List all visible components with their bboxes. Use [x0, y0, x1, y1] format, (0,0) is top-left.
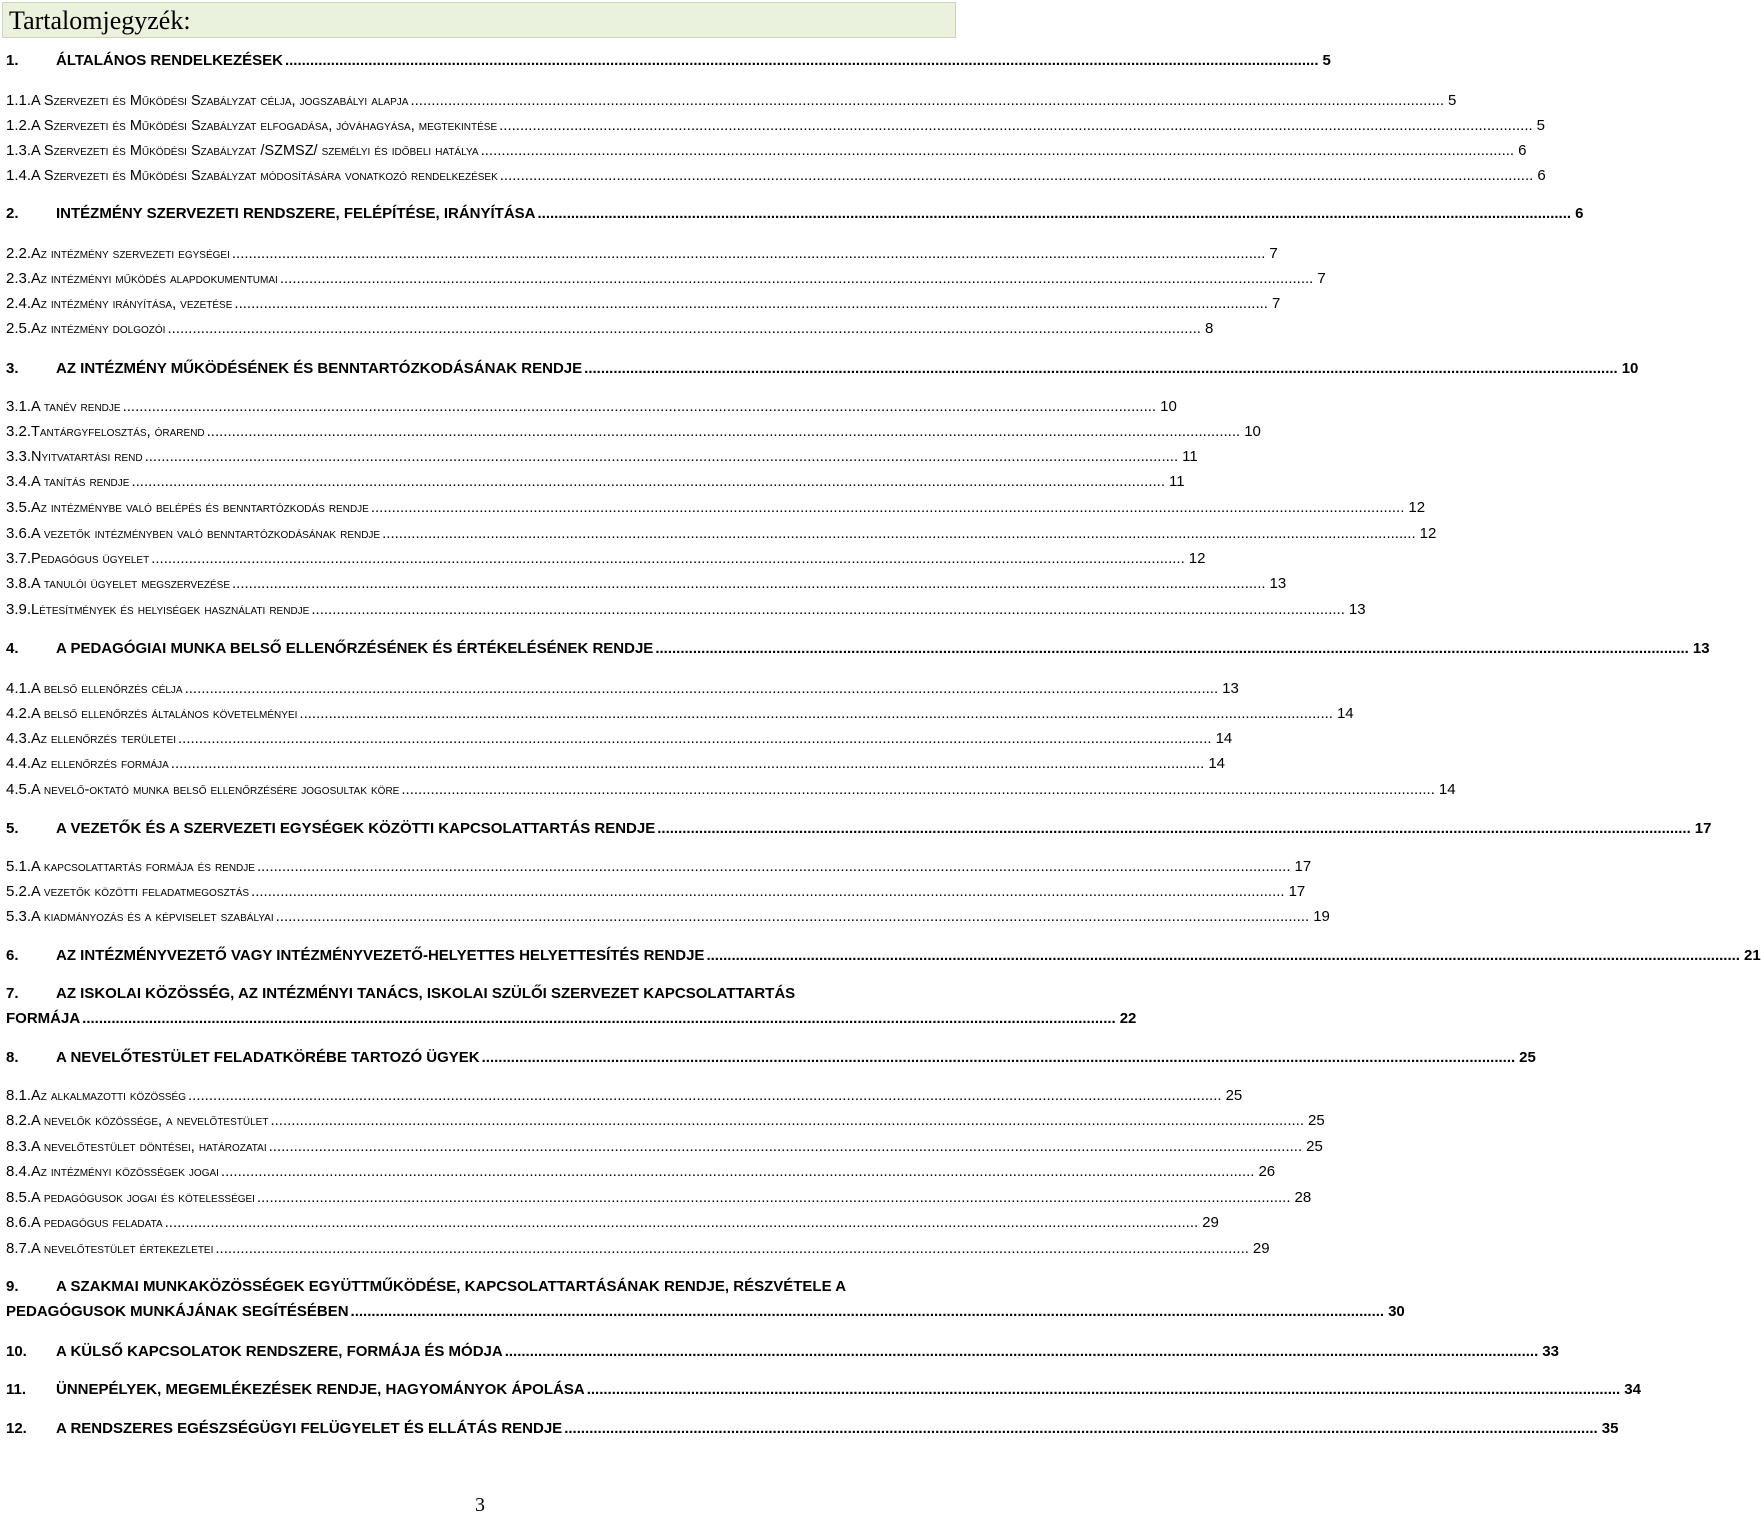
dot-leader — [280, 270, 1314, 288]
entry-number: 8.7. — [6, 1240, 32, 1257]
entry-page-number: 7 — [1269, 245, 1278, 262]
entry-number: 3.5. — [6, 499, 32, 516]
toc-section-entry[interactable] — [6, 473, 1185, 491]
entry-number: 5. — [6, 820, 19, 837]
dot-leader — [82, 1010, 1116, 1028]
entry-number: 3.7. — [6, 550, 32, 567]
toc-section-entry[interactable] — [6, 92, 1457, 110]
entry-number: 1.2. — [6, 117, 32, 134]
dot-leader — [706, 947, 1740, 965]
dot-leader — [270, 1112, 1304, 1130]
entry-label: A nevelő-oktató munka belső ellenőrzésére jogosultak köre — [31, 782, 400, 798]
dot-leader — [276, 908, 1310, 926]
entry-label: A kapcsolattartás formája és rendje — [31, 859, 255, 875]
entry-label: A Szervezeti és Működési Szabályzat elfogadása, jóváhagyása, megtekintése — [31, 118, 498, 134]
entry-label: A Szervezeti és Működési Szabályzat célja, jogszabályi alapja — [31, 93, 409, 109]
toc-title: Tartalomjegyzék: — [9, 6, 191, 35]
entry-number: 8.6. — [6, 1214, 32, 1231]
dot-leader — [584, 360, 1618, 378]
entry-label-continued: FORMÁJA — [6, 1010, 81, 1027]
entry-label: ÁLTALÁNOS RENDELKEZÉSEK — [56, 52, 283, 69]
dot-leader — [221, 1163, 1255, 1181]
entry-number: 1.1. — [6, 92, 32, 109]
entry-label: A nevelőtestület értekezletei — [31, 1241, 214, 1257]
entry-page-number: 14 — [1438, 781, 1456, 798]
toc-section-entry[interactable] — [6, 1112, 1325, 1130]
entry-label: A SZAKMAI MUNKAKÖZÖSSÉGEK EGYÜTTMŰKÖDÉSE, KAPCSOLATTARTÁSÁNAK RENDJE, RÉSZVÉTELE A — [56, 1278, 847, 1295]
toc-section-entry[interactable] — [6, 423, 1261, 441]
dot-leader — [171, 755, 1205, 773]
toc-section-entry[interactable] — [6, 320, 1214, 338]
entry-number: 3.1. — [6, 398, 32, 415]
entry-label: Az intézmény irányítása, vezetése — [31, 296, 233, 312]
dot-leader — [232, 575, 1266, 593]
entry-number: 8. — [6, 1049, 19, 1066]
entry-page-number: 11 — [1169, 473, 1185, 490]
entry-page-number: 28 — [1294, 1189, 1312, 1206]
dot-leader — [655, 640, 1689, 658]
entry-label: A nevelőtestület döntései, határozatai — [31, 1139, 267, 1155]
entry-page-number: 17 — [1288, 883, 1306, 900]
dot-leader — [351, 1303, 1385, 1321]
dot-leader — [657, 820, 1691, 838]
entry-label: A tanítás rendje — [31, 474, 130, 490]
toc-chapter-entry[interactable] — [6, 360, 1639, 378]
entry-label: AZ ISKOLAI KÖZÖSSÉG, AZ INTÉZMÉNYI TANÁCS, ISKOLAI SZÜLŐI SZERVEZET KAPCSOLATTARTÁS — [56, 985, 796, 1002]
entry-page-number: 25 — [1225, 1087, 1243, 1104]
entry-number: 5.2. — [6, 883, 32, 900]
entry-page-number: 19 — [1313, 908, 1330, 925]
entry-page-number: 29 — [1202, 1214, 1219, 1231]
entry-page-number: 35 — [1601, 1420, 1619, 1437]
entry-number: 11. — [6, 1381, 27, 1398]
toc-section-entry[interactable] — [6, 1240, 1270, 1258]
entry-number: 3.6. — [6, 525, 32, 542]
dot-leader — [188, 1087, 1222, 1105]
toc-section-entry[interactable] — [6, 1087, 1243, 1105]
entry-page-number: 30 — [1388, 1303, 1405, 1320]
entry-number: 4.2. — [6, 705, 32, 722]
dot-leader — [505, 1343, 1539, 1361]
entry-label: A Szervezeti és Működési Szabályzat /SZMSZ/ személyi és időbeli hatálya — [31, 143, 479, 159]
entry-page-number: 6 — [1575, 205, 1584, 222]
toc-section-entry[interactable] — [6, 781, 1456, 799]
toc-section-entry[interactable] — [6, 142, 1527, 160]
entry-page-number: 10 — [1244, 423, 1261, 440]
toc-section-entry[interactable] — [6, 398, 1177, 416]
toc-section-entry[interactable] — [6, 858, 1312, 876]
entry-number: 8.2. — [6, 1112, 32, 1129]
entry-number: 4. — [6, 640, 19, 657]
entry-number: 8.3. — [6, 1138, 32, 1155]
entry-label: A PEDAGÓGIAI MUNKA BELSŐ ELLENŐRZÉSÉNEK ÉS ÉRTÉKELÉSÉNEK RENDJE — [56, 640, 654, 657]
entry-number: 7. — [6, 985, 19, 1002]
toc-chapter-entry[interactable] — [6, 1381, 1641, 1399]
entry-page-number: 21 — [1743, 947, 1761, 964]
entry-page-number: 17 — [1294, 858, 1312, 875]
dot-leader — [481, 142, 1515, 160]
entry-number: 8.5. — [6, 1189, 32, 1206]
toc-section-entry[interactable] — [6, 525, 1437, 543]
entry-page-number: 5 — [1448, 92, 1457, 109]
entry-page-number: 13 — [1692, 640, 1710, 657]
toc-section-entry[interactable] — [6, 270, 1326, 288]
page-number: 3 — [475, 1494, 485, 1516]
dot-leader — [185, 680, 1219, 698]
entry-number: 3.8. — [6, 575, 32, 592]
entry-page-number: 5 — [1536, 117, 1546, 134]
entry-label: Az intézményi működés alapdokumentumai — [31, 271, 278, 287]
entry-label: AZ INTÉZMÉNY MŰKÖDÉSÉNEK ÉS BENNTARTÓZKODÁSÁNAK RENDJE — [56, 360, 583, 377]
entry-page-number: 13 — [1348, 601, 1366, 618]
entry-page-number: 11 — [1182, 448, 1198, 465]
entry-page-number: 22 — [1119, 1010, 1137, 1027]
entry-page-number: 14 — [1215, 730, 1233, 747]
entry-number: 2. — [6, 205, 19, 222]
toc-chapter-entry[interactable] — [6, 1278, 1405, 1321]
entry-label: A KÜLSŐ KAPCSOLATOK RENDSZERE, FORMÁJA ÉS MÓDJA — [56, 1343, 503, 1360]
entry-number: 8.4. — [6, 1163, 32, 1180]
dot-leader — [371, 499, 1405, 517]
entry-label: A VEZETŐK ÉS A SZERVEZETI EGYSÉGEK KÖZÖTTI KAPCSOLATTARTÁS RENDJE — [56, 820, 656, 837]
toc-chapter-entry[interactable] — [6, 205, 1584, 223]
entry-page-number: 5 — [1322, 52, 1331, 69]
entry-number: 1.3. — [6, 142, 32, 159]
toc-chapter-entry[interactable] — [6, 947, 1761, 965]
dot-leader — [207, 423, 1241, 441]
entry-label: A tanulói ügyelet megszervezése — [31, 576, 230, 592]
toc-chapter-entry[interactable] — [6, 52, 1331, 70]
toc-chapter-entry[interactable] — [6, 1343, 1559, 1361]
entry-page-number: 13 — [1222, 680, 1239, 697]
toc-section-entry[interactable] — [6, 1214, 1219, 1232]
entry-label: A NEVELŐTESTÜLET FELADATKÖRÉBE TARTOZÓ ÜGYEK — [56, 1049, 480, 1066]
entry-page-number: 12 — [1408, 499, 1426, 516]
toc-section-entry[interactable] — [6, 117, 1546, 135]
entry-label: A tanév rendje — [31, 399, 121, 415]
entry-number: 5.1. — [6, 858, 32, 875]
entry-label: A vezetők intézményben való benntartózkodásának rendje — [31, 526, 381, 542]
entry-number: 12. — [6, 1420, 27, 1437]
entry-page-number: 12 — [1419, 525, 1437, 542]
dot-leader — [257, 858, 1291, 876]
dot-leader — [178, 730, 1212, 748]
dot-leader — [232, 245, 1266, 263]
dot-leader — [167, 320, 1201, 338]
dot-leader — [500, 167, 1534, 185]
entry-label: A RENDSZERES EGÉSZSÉGÜGYI FELÜGYELET ÉS ELLÁTÁS RENDJE — [56, 1420, 563, 1437]
dot-leader — [410, 92, 1444, 110]
dot-leader — [131, 473, 1165, 491]
entry-number: 3.9. — [6, 601, 32, 618]
toc-section-entry[interactable] — [6, 499, 1426, 517]
entry-number: 3.2. — [6, 423, 32, 440]
entry-page-number: 13 — [1269, 575, 1287, 592]
entry-label: A kiadmányozás és a képviselet szabályai — [31, 909, 274, 925]
entry-label: INTÉZMÉNY SZERVEZETI RENDSZERE, FELÉPÍTÉSE, IRÁNYÍTÁSA — [56, 205, 536, 222]
entry-page-number: 10 — [1160, 398, 1177, 415]
dot-leader — [285, 52, 1319, 70]
toc-section-entry[interactable] — [6, 245, 1278, 263]
entry-label: A belső ellenőrzés célja — [31, 681, 183, 697]
entry-number: 3. — [6, 360, 19, 377]
toc-section-entry[interactable] — [6, 601, 1366, 619]
entry-page-number: 14 — [1208, 755, 1226, 772]
entry-label: ÜNNEPÉLYEK, MEGEMLÉKEZÉSEK RENDJE, HAGYOMÁNYOK ÁPOLÁSA — [56, 1381, 585, 1398]
toc-section-entry[interactable] — [6, 295, 1281, 313]
entry-label: A vezetők közötti feladatmegosztás — [31, 884, 250, 900]
dot-leader — [587, 1381, 1621, 1399]
entry-label: A belső ellenőrzés általános követelményei — [31, 706, 298, 722]
toc-section-entry[interactable] — [6, 1189, 1312, 1207]
dot-leader — [234, 295, 1268, 313]
entry-number: 6. — [6, 947, 19, 964]
entry-label: A nevelők közössége, a nevelőtestület — [31, 1113, 269, 1129]
dot-leader — [499, 117, 1533, 135]
toc-chapter-entry[interactable] — [6, 1049, 1536, 1067]
entry-page-number: 7 — [1317, 270, 1326, 287]
dot-leader — [401, 781, 1435, 799]
entry-label: Az alkalmazotti közösség — [31, 1088, 187, 1104]
entry-number: 5.3. — [6, 908, 32, 925]
entry-number: 2.4. — [6, 295, 32, 312]
entry-label: A pedagógusok jogai és kötelességei — [31, 1190, 255, 1206]
entry-label: Az intézményi közösségek jogai — [31, 1164, 219, 1180]
entry-number: 2.3. — [6, 270, 32, 287]
dot-leader — [311, 601, 1345, 619]
dot-leader — [123, 398, 1157, 416]
entry-page-number: 25 — [1519, 1049, 1536, 1066]
entry-label: Nyitvatartási rend — [31, 449, 143, 465]
dot-leader — [257, 1189, 1291, 1207]
entry-page-number: 33 — [1542, 1343, 1559, 1360]
entry-page-number: 25 — [1306, 1138, 1323, 1155]
dot-leader — [251, 883, 1285, 901]
entry-page-number: 7 — [1271, 295, 1281, 312]
toc-section-entry[interactable] — [6, 705, 1354, 723]
entry-number: 10. — [6, 1343, 27, 1360]
entry-number: 2.2. — [6, 245, 32, 262]
entry-page-number: 12 — [1188, 550, 1206, 567]
toc-section-entry[interactable] — [6, 550, 1206, 568]
toc-section-entry[interactable] — [6, 680, 1239, 698]
entry-page-number: 26 — [1258, 1163, 1276, 1180]
entry-page-number: 14 — [1336, 705, 1354, 722]
toc-section-entry[interactable] — [6, 575, 1287, 593]
toc-chapter-entry[interactable] — [6, 640, 1710, 658]
entry-number: 2.5. — [6, 320, 32, 337]
toc-section-entry[interactable] — [6, 1163, 1276, 1181]
entry-label: Létesítmények és helyiségek használati rendje — [31, 602, 310, 618]
toc-section-entry[interactable] — [6, 908, 1330, 926]
entry-number: 8.1. — [6, 1087, 32, 1104]
dot-leader — [299, 705, 1333, 723]
entry-label: Az ellenőrzés formája — [31, 756, 169, 772]
dot-leader — [215, 1240, 1249, 1258]
entry-label: A Szervezeti és Működési Szabályzat módosítására vonatkozó rendelkezések — [31, 168, 498, 184]
toc-chapter-entry[interactable] — [6, 1420, 1619, 1438]
dot-leader — [145, 448, 1179, 466]
toc-section-entry[interactable] — [6, 883, 1306, 901]
entry-label-continued: PEDAGÓGUSOK MUNKÁJÁNAK SEGÍTÉSÉBEN — [6, 1303, 349, 1320]
entry-number: 4.5. — [6, 781, 32, 798]
dot-leader — [382, 525, 1416, 543]
dot-leader — [151, 550, 1185, 568]
entry-label: Az intézmény dolgozói — [31, 321, 166, 337]
toc-section-entry[interactable] — [6, 1138, 1323, 1156]
entry-label: Az ellenőrzés területei — [31, 731, 177, 747]
entry-number: 9. — [6, 1278, 19, 1295]
dot-leader — [165, 1214, 1199, 1232]
entry-label: Az intézmény szervezeti egységei — [31, 246, 230, 262]
toc-section-entry[interactable] — [6, 755, 1226, 773]
entry-number: 3.4. — [6, 473, 32, 490]
toc-section-entry[interactable] — [6, 730, 1233, 748]
entry-page-number: 6 — [1537, 167, 1546, 184]
entry-number: 4.4. — [6, 755, 32, 772]
entry-number: 3.3. — [6, 448, 32, 465]
dot-leader — [564, 1420, 1598, 1438]
entry-page-number: 6 — [1518, 142, 1527, 159]
entry-label: Pedagógus ügyelet — [31, 551, 150, 567]
entry-number: 1.4. — [6, 167, 32, 184]
toc-section-entry[interactable] — [6, 167, 1546, 185]
entry-number: 4.3. — [6, 730, 32, 747]
entry-label: AZ INTÉZMÉNYVEZETŐ VAGY INTÉZMÉNYVEZETŐ-HELYETTES HELYETTESÍTÉS RENDJE — [56, 947, 705, 964]
entry-page-number: 25 — [1308, 1112, 1325, 1129]
entry-label: Tantárgyfelosztás, órarend — [31, 424, 205, 440]
dot-leader — [538, 205, 1572, 223]
entry-page-number: 8 — [1204, 320, 1214, 337]
dot-leader — [269, 1138, 1303, 1156]
entry-label: Az intézménybe való belépés és benntartózkodás rendje — [31, 500, 369, 516]
toc-chapter-entry[interactable] — [6, 985, 1137, 1028]
toc-section-entry[interactable] — [6, 448, 1198, 466]
entry-page-number: 10 — [1621, 360, 1639, 377]
dot-leader — [482, 1049, 1516, 1067]
entry-label: A pedagógus feladata — [31, 1215, 163, 1231]
entry-number: 1. — [6, 52, 19, 69]
toc-chapter-entry[interactable] — [6, 820, 1712, 838]
entry-page-number: 29 — [1252, 1240, 1270, 1257]
entry-page-number: 34 — [1624, 1381, 1641, 1398]
entry-number: 4.1. — [6, 680, 32, 697]
entry-page-number: 17 — [1694, 820, 1712, 837]
